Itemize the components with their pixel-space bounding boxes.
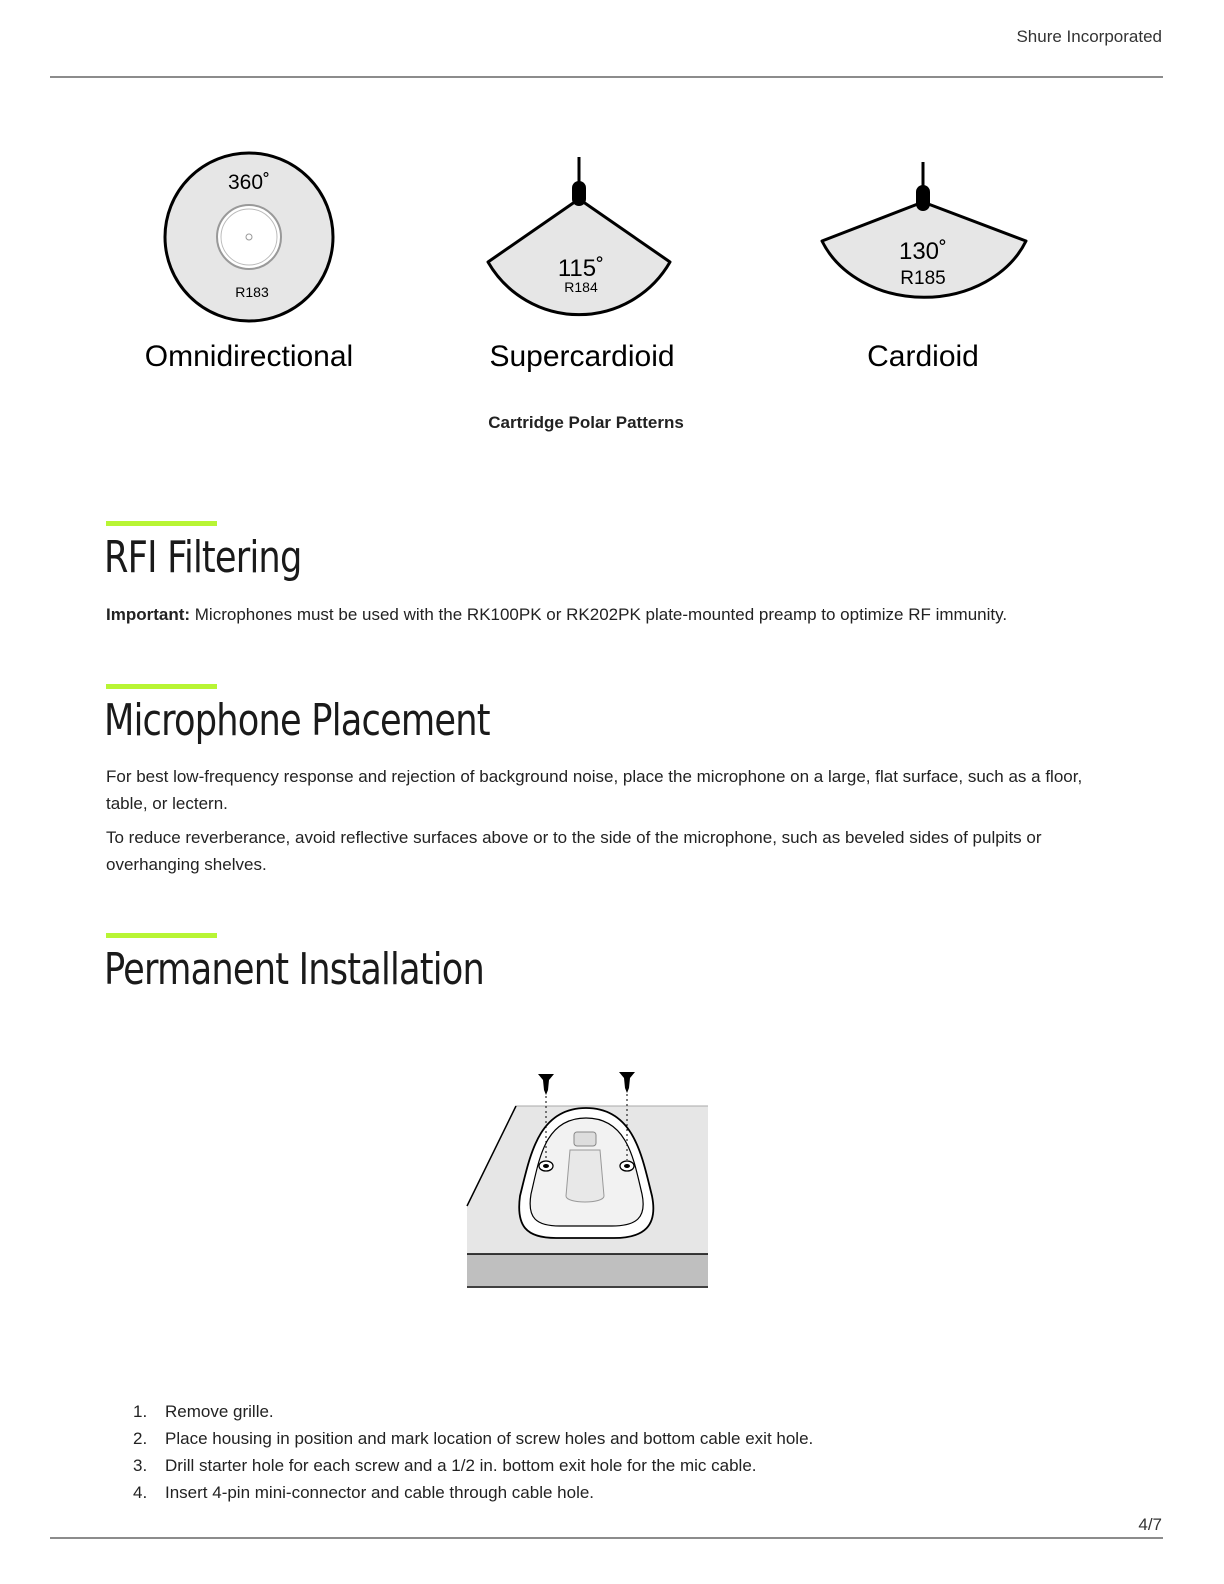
supercardioid-angle-text: 115˚ bbox=[557, 255, 605, 282]
section-accent-bar bbox=[106, 684, 217, 689]
list-item bbox=[133, 1479, 813, 1506]
section-accent-bar bbox=[106, 933, 217, 938]
omni-model-text: R183 bbox=[235, 284, 269, 300]
step-number: 1. bbox=[133, 1402, 148, 1421]
list-item bbox=[133, 1398, 813, 1425]
placement-paragraph: For best low-frequency response and rejection of background noise, place the microphone on a large, flat surface, such as a floor, table, or lectern. bbox=[106, 767, 1083, 813]
page-number: 4/7 bbox=[1138, 1515, 1162, 1534]
list-item bbox=[133, 1452, 813, 1479]
cardioid-model-text: R185 bbox=[900, 268, 946, 289]
microphone-placement-heading: Microphone Placement bbox=[104, 695, 490, 746]
step-number: 4. bbox=[133, 1483, 148, 1502]
step-text: Drill starter hole for each screw and a 1/2 in. bottom exit hole for the mic cable. bbox=[165, 1456, 757, 1475]
list-item bbox=[133, 1425, 813, 1452]
installation-steps-list bbox=[133, 1398, 813, 1506]
screw-icon bbox=[538, 1074, 554, 1095]
supercardioid-model-text: R184 bbox=[564, 279, 598, 295]
rfi-important-paragraph bbox=[106, 601, 1106, 628]
important-label: Important: bbox=[106, 605, 191, 624]
header-divider bbox=[50, 76, 1163, 78]
step-number: 2. bbox=[133, 1429, 148, 1448]
permanent-installation-heading: Permanent Installation bbox=[104, 944, 484, 995]
supercardioid-label: Supercardioid bbox=[489, 340, 675, 373]
cardioid-label: Cardioid bbox=[867, 340, 979, 373]
screw-icon bbox=[619, 1072, 635, 1093]
cardioid-angle-text: 130˚ bbox=[898, 238, 948, 265]
step-text: Remove grille. bbox=[165, 1402, 274, 1421]
step-number: 3. bbox=[133, 1456, 148, 1475]
omni-angle-text: 360˚ bbox=[227, 171, 271, 194]
supercardioid-pattern bbox=[488, 157, 670, 315]
cardioid-pattern bbox=[822, 162, 1026, 297]
rfi-filtering-heading: RFI Filtering bbox=[104, 532, 302, 583]
omnidirectional-pattern bbox=[165, 153, 333, 321]
step-text: Place housing in position and mark location of screw holes and bottom cable exit hole. bbox=[165, 1429, 814, 1448]
step-text: Insert 4-pin mini-connector and cable through cable hole. bbox=[165, 1483, 595, 1502]
omnidirectional-label: Omnidirectional bbox=[144, 340, 354, 373]
header-company-name: Shure Incorporated bbox=[1016, 27, 1162, 46]
placement-paragraph: To reduce reverberance, avoid reflective surfaces above or to the side of the microphone, such as beveled sides of pulpits or overhanging shelves. bbox=[106, 828, 1042, 874]
rfi-text: Microphones must be used with the RK100PK or RK202PK plate-mounted preamp to optimize RF immunity. bbox=[190, 605, 1008, 624]
figure-caption: Cartridge Polar Patterns bbox=[488, 413, 684, 432]
installation-illustration bbox=[464, 1066, 708, 1290]
section-accent-bar bbox=[106, 521, 217, 526]
footer-divider bbox=[50, 1537, 1163, 1539]
